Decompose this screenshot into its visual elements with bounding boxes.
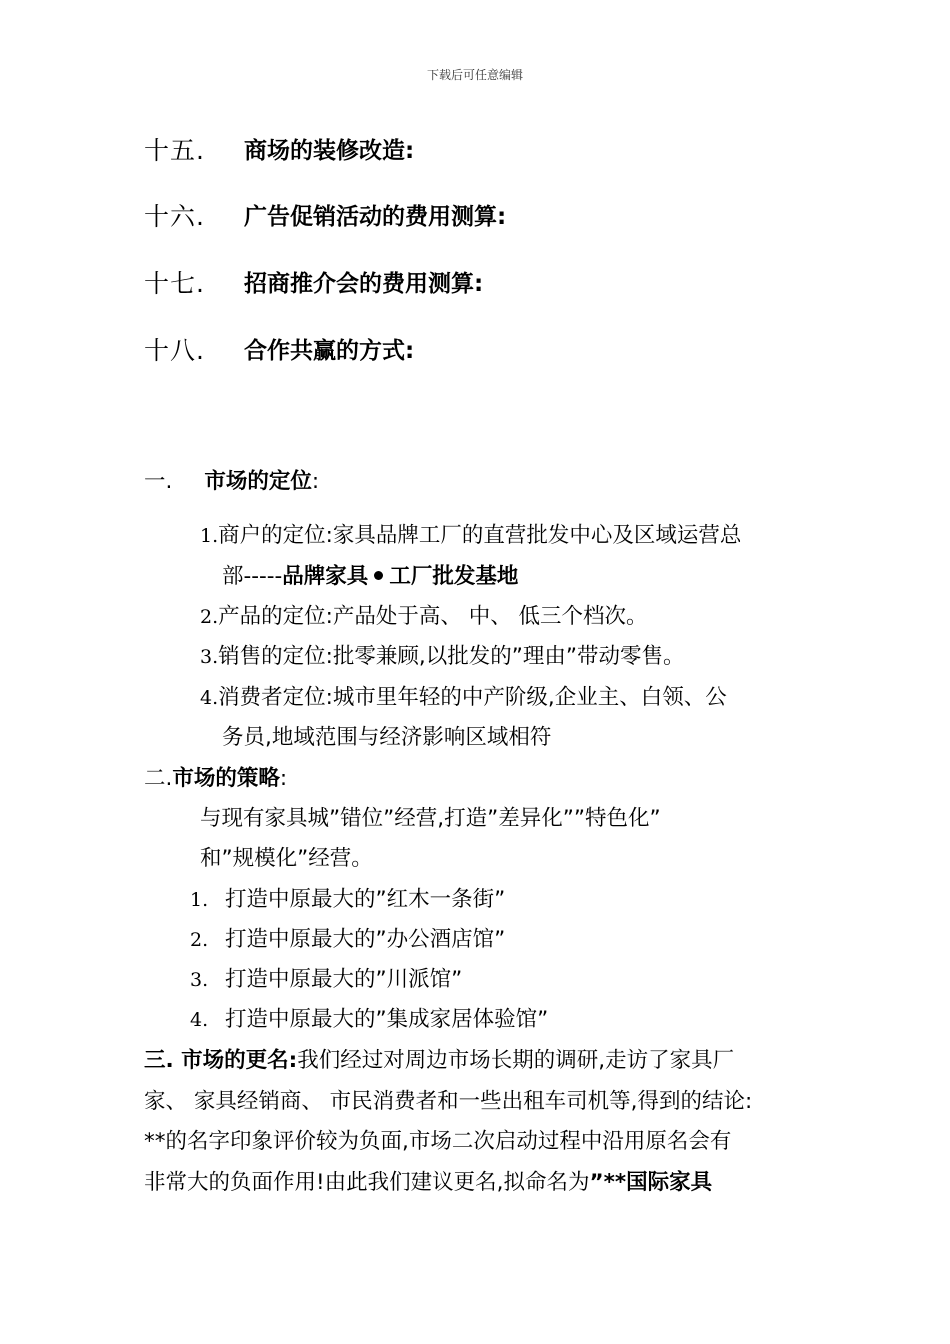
section2-intro-line1: 与现有家具城”错位”经营,打造”差异化””特色化”: [200, 806, 661, 831]
toc-number: 十七.: [144, 269, 205, 298]
section2-heading: [144, 763, 287, 795]
section3-paragraph-line1: [144, 1045, 734, 1077]
section-title: 市场的策略: [172, 766, 280, 791]
item-number: 1.: [200, 525, 219, 547]
item-text: 产品处于高、 中、 低三个档次。: [332, 604, 648, 629]
list-item: [200, 520, 741, 552]
item-number: 2.: [190, 929, 209, 951]
toc-number: 十五.: [144, 136, 205, 165]
section-number: 二.: [144, 766, 173, 791]
list-item: [190, 884, 505, 916]
toc-text: 广告促销活动的费用测算:: [244, 204, 507, 230]
section-colon: :: [311, 469, 320, 494]
section3-paragraph-line4: [144, 1167, 712, 1199]
section-title: 三. 市场的更名:: [144, 1048, 298, 1073]
list-item: [190, 1004, 548, 1036]
item-text: 打造中原最大的”川派馆”: [225, 967, 463, 992]
list-item: [200, 682, 727, 714]
list-item: [200, 601, 648, 633]
list-item: [190, 964, 462, 996]
toc-number: 十八.: [144, 336, 205, 365]
item-text: 打造中原最大的”集成家居体验馆”: [225, 1007, 549, 1032]
item-text: 打造中原最大的”红木一条街”: [225, 887, 506, 912]
item-label: 销售的定位:: [218, 644, 333, 669]
item-cont-prefix: 部-----: [222, 564, 283, 589]
toc-text: 商场的装修改造:: [244, 138, 415, 164]
section2-intro-line2: 和”规模化”经营。: [200, 846, 373, 871]
paragraph-bold-text: ”**国际家具: [589, 1170, 713, 1195]
toc-text: 合作共赢的方式:: [244, 338, 415, 364]
item-number: 3.: [190, 969, 209, 991]
section3-paragraph-line2: 家、 家具经销商、 市民消费者和一些出租车司机等,得到的结论:: [144, 1089, 753, 1114]
item-number: 1.: [190, 889, 209, 911]
item-text: 打造中原最大的”办公酒店馆”: [225, 927, 506, 952]
paragraph-text: 我们经过对周边市场长期的调研,走访了家具厂: [297, 1048, 735, 1073]
item-label: 产品的定位:: [218, 604, 333, 629]
section-colon: :: [279, 766, 288, 791]
list-item-continuation: [222, 561, 518, 593]
bullet-dot-icon: [374, 571, 383, 580]
item-cont-bold-b: 工厂批发基地: [389, 564, 519, 589]
item-text: 城市里年轻的中产阶级,企业主、白领、公: [332, 685, 727, 710]
item-text: 家具品牌工厂的直营批发中心及区域运营总: [332, 523, 742, 548]
toc-text: 招商推介会的费用测算:: [244, 271, 484, 297]
item-cont: 务员,地域范围与经济影响区域相符: [222, 725, 552, 750]
item-number: 3.: [200, 646, 219, 668]
item-number: 4.: [200, 687, 219, 709]
item-number: 2.: [200, 606, 219, 628]
paragraph-text: 非常大的负面作用!由此我们建议更名,拟命名为: [144, 1170, 590, 1195]
item-number: 4.: [190, 1009, 209, 1031]
list-item: [200, 641, 685, 673]
section3-paragraph-line3: **的名字印象评价较为负面,市场二次启动过程中沿用原名会有: [144, 1129, 732, 1154]
toc-number: 十六.: [144, 202, 205, 231]
section1-heading: [144, 466, 319, 498]
section-title: 市场的定位: [204, 469, 312, 494]
section-number: 一.: [144, 469, 173, 494]
list-item: [190, 924, 505, 956]
header-note: 下载后可任意编辑: [426, 68, 523, 82]
item-label: 消费者定位:: [218, 685, 333, 710]
item-text: 批零兼顾,以批发的”理由”带动零售。: [332, 644, 685, 669]
item-cont-bold-a: 品牌家具: [282, 564, 369, 589]
list-item-continuation: [222, 722, 551, 754]
item-label: 商户的定位:: [218, 523, 333, 548]
